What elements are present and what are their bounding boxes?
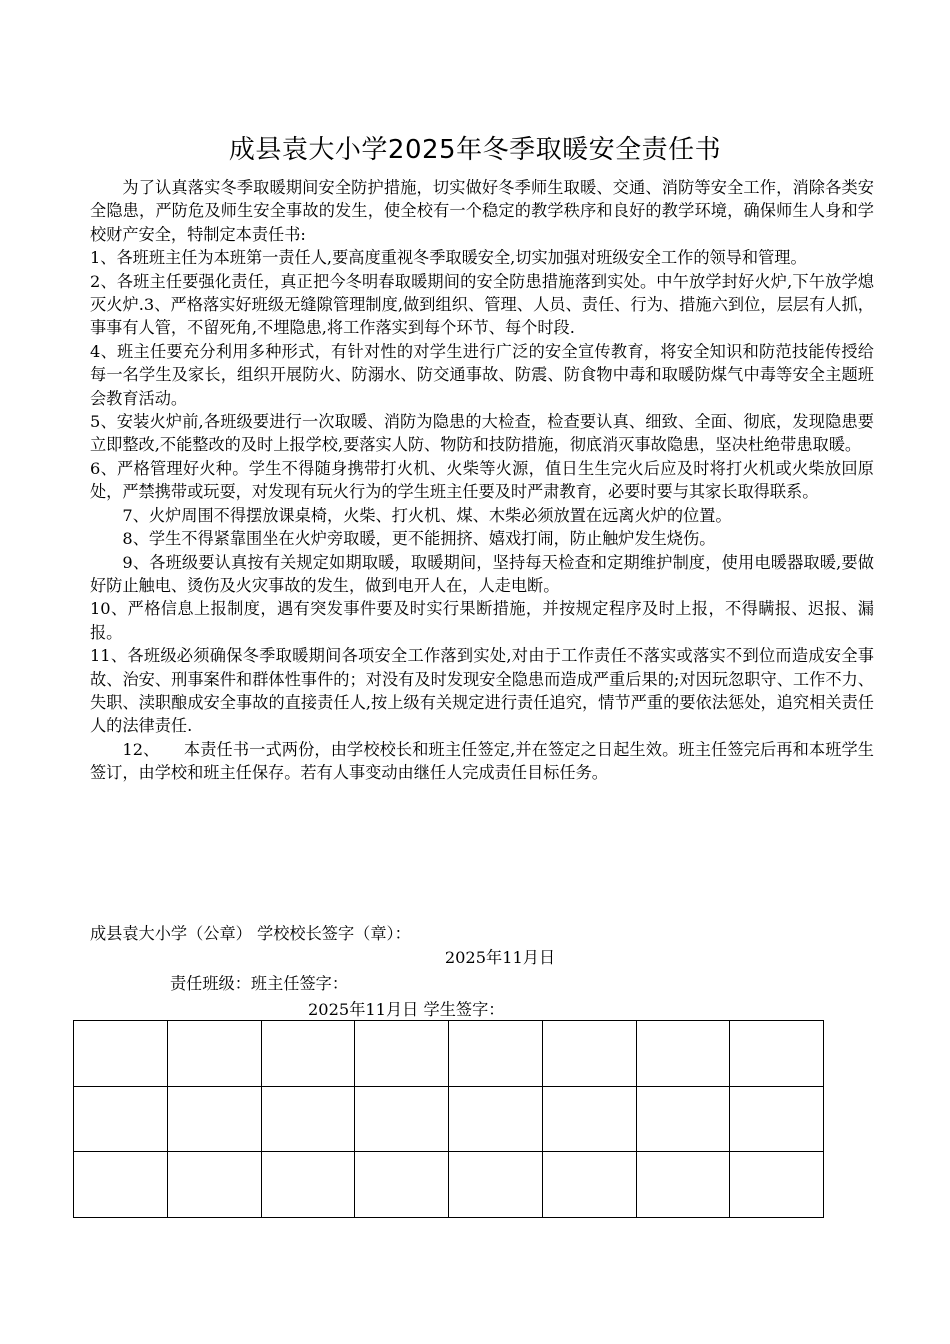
signature-cell[interactable] (730, 1086, 824, 1152)
signature-cell[interactable] (167, 1021, 261, 1087)
signature-cell[interactable] (261, 1152, 355, 1218)
signature-cell[interactable] (636, 1152, 730, 1218)
clause-5: 5、安装火炉前,各班级要进行一次取暖、消防为隐患的大检查，检查要认真、细致、全面、彻底，发现隐患要立即整改,不能整改的及时上报学校,要落实人防、物防和技防措施，彻底消灭事故隐患，坚决杜绝带患取暖。 (90, 412, 874, 455)
clause-10: 10、严格信息上报制度，遇有突发事件要及时实行果断措施，并按规定程序及时上报，不得瞒报、迟报、漏报。 (90, 599, 874, 642)
signature-cell[interactable] (730, 1021, 824, 1087)
signature-cell[interactable] (636, 1086, 730, 1152)
signature-cell[interactable] (74, 1086, 168, 1152)
signature-cell[interactable] (449, 1086, 543, 1152)
signature-cell[interactable] (261, 1086, 355, 1152)
clause-7: 7、火炉周围不得摆放课桌椅，火柴、打火机、煤、木柴必须放置在远离火炉的位置。 (122, 505, 732, 525)
class-signature-line: 责任班级：班主任签字： (170, 974, 349, 993)
table-row (74, 1086, 824, 1152)
signature-cell[interactable] (730, 1152, 824, 1218)
clause-6: 6、严格管理好火种。学生不得随身携带打火机、火柴等火源，值日生生完火后应及时将打火机或火柴放回原处，严禁携带或玩耍，对发现有玩火行为的学生班主任要及时严肃教育，必要时要与其家长取得联系。 (90, 458, 874, 502)
table-row (74, 1021, 824, 1087)
intro-paragraph: 为了认真落实冬季取暖期间安全防护措施，切实做好冬季师生取暖、交通、消防等安全工作，消除各类安全隐患，严防危及师生安全事故的发生，使全校有一个稳定的教学秩序和良好的教学环境，确保师生人身和学校财产安全，特制定本责任书: (90, 178, 874, 244)
signature-cell[interactable] (167, 1086, 261, 1152)
signature-cell[interactable] (449, 1152, 543, 1218)
signature-cell[interactable] (167, 1152, 261, 1218)
signature-cell[interactable] (261, 1021, 355, 1087)
clause-1: 1、各班班主任为本班第一责任人,要高度重视冬季取暖安全,切实加强对班级安全工作的领导和管理。 (90, 248, 807, 268)
signature-cell[interactable] (74, 1021, 168, 1087)
school-signature-line: 成县袁大小学（公章） 学校校长签字（章）： (90, 924, 411, 943)
clause-4: 4、班主任要充分利用多种形式，有针对性的对学生进行广泛的安全宣传教育，将安全知识和防范技能传授给每一名学生及家长，组织开展防火、防溺水、防交通事故、防震、防食物中毒和取暖防煤气中毒等安全主题班会教育活动。 (90, 341, 874, 408)
signature-cell[interactable] (542, 1021, 636, 1087)
principal-sign-date: 2025年11月日 (444, 948, 556, 967)
clause-8: 8、学生不得紧靠围坐在火炉旁取暖，更不能拥挤、嬉戏打闹，防止触炉发生烧伤。 (122, 529, 716, 549)
table-row (74, 1152, 824, 1218)
clause-11: 11、各班级必须确保冬季取暖期间各项安全工作落到实处,对由于工作责任不落实或落实不到位而造成安全事故、治安、刑事案件和群体性事件的；对没有及时发现安全隐患而造成严重后果的;对因玩忽职守、工作不力、失职、渎职酿成安全事故的直接责任人,按上级有关规定进行责任追究，情节严重的要依法惩处，追究相关责任人的法律责任. (90, 646, 874, 736)
signature-cell[interactable] (542, 1152, 636, 1218)
document-title: 成县袁大小学2025年冬季取暖安全责任书 (228, 135, 722, 165)
clause-2-3: 2、各班主任要强化责任，真正把今冬明春取暖期间的安全防患措施落到实处。中午放学封好火炉,下午放学熄灭火炉.3、严格落实好班级无缝隙管理制度,做到组织、管理、人员、责任、行为、措施六到位，层层有人抓，事事有人管，不留死角,不埋隐患,将工作落实到每个环节、每个时段. (90, 271, 874, 338)
student-signature-table (73, 1020, 824, 1218)
signature-cell[interactable] (542, 1086, 636, 1152)
signature-cell[interactable] (636, 1021, 730, 1087)
signature-cell[interactable] (355, 1086, 449, 1152)
document-body (90, 176, 874, 785)
clause-12: 12、 本责任书一式两份，由学校校长和班主任签定,并在签定之日起生效。班主任签完后再和本班学生签订，由学校和班主任保存。若有人事变动由继任人完成责任目标任务。 (90, 739, 874, 783)
clause-9: 9、各班级要认真按有关规定如期取暖，取暖期间，坚持每天检查和定期维护制度，使用电暖器取暖,要做好防止触电、烫伤及火灾事故的发生，做到电开人在，人走电断。 (90, 552, 874, 595)
student-signature-line: 2025年11月日 学生签字： (308, 1000, 505, 1019)
signature-cell[interactable] (74, 1152, 168, 1218)
signature-cell[interactable] (449, 1021, 543, 1087)
signature-cell[interactable] (355, 1021, 449, 1087)
signature-cell[interactable] (355, 1152, 449, 1218)
